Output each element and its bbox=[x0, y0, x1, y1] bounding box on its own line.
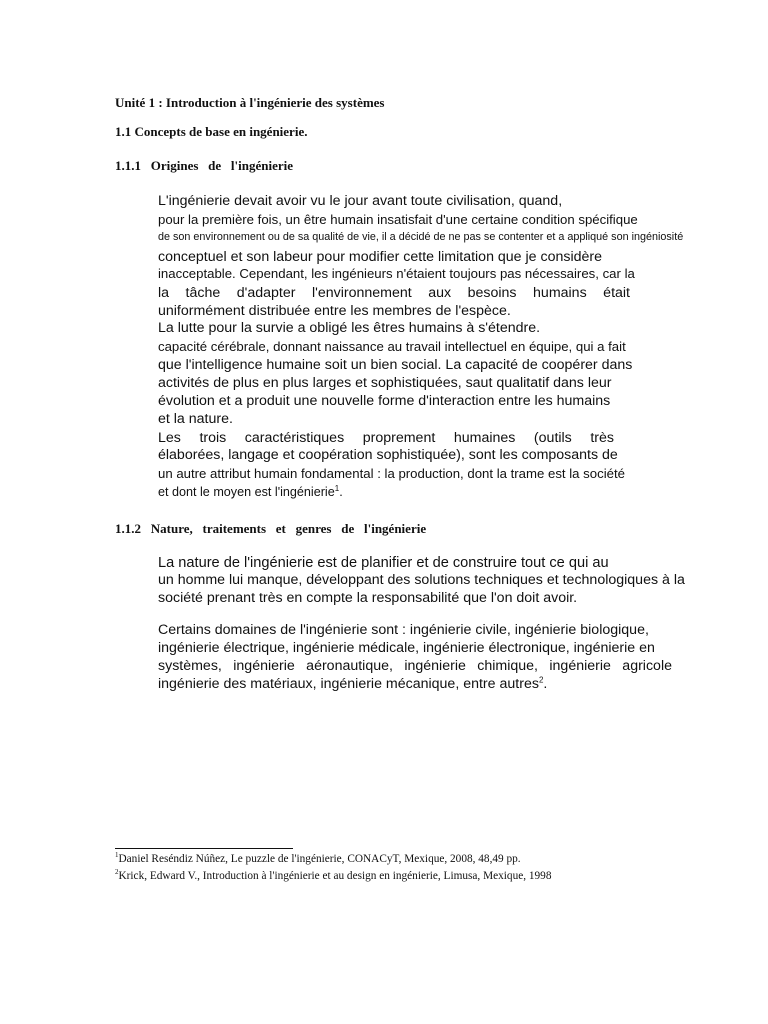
origins-line: activités de plus en plus larges et sophistiquées, saut qualitatif dans leur bbox=[158, 375, 612, 391]
footnote-separator bbox=[115, 848, 293, 849]
origins-line: pour la première fois, un être humain insatisfait d'une certaine condition spécifique bbox=[158, 212, 638, 227]
origins-line: un autre attribut humain fondamental : la production, dont la trame est la société bbox=[158, 466, 625, 481]
origins-line-last: et dont le moyen est l'ingénierie$^1$. bbox=[158, 483, 343, 499]
origins-line: Les trois caractéristiques proprement humaines (outils très bbox=[158, 430, 614, 446]
origins-line-text: et dont le moyen est l'ingénierie bbox=[158, 485, 335, 499]
nature-line: un homme lui manque, développant des solutions techniques et technologiques à la bbox=[158, 572, 685, 588]
footnote-text: Krick, Edward V., Introduction à l'ingénierie et au design en ingénierie, Limusa, Mexique, 1998 bbox=[118, 870, 552, 882]
origins-line: La lutte pour la survie a obligé les êtres humains à s'étendre. bbox=[158, 320, 541, 336]
section-heading-1-1-1 bbox=[115, 158, 293, 174]
footnote-number: 1 bbox=[115, 851, 119, 860]
origins-line: élaborées, langage et coopération sophistiquée), sont les composants de bbox=[158, 447, 618, 463]
nature-line: La nature de l'ingénierie est de planifier et de construire tout ce qui au bbox=[158, 555, 609, 571]
section-title: Origines de l'ingénierie bbox=[150, 158, 294, 173]
origins-line: inacceptable. Cependant, les ingénieurs n'étaient toujours pas nécessaires, car la bbox=[158, 266, 635, 281]
domains-line: Certains domaines de l'ingénierie sont : ingénierie civile, ingénierie biologique, bbox=[158, 622, 649, 638]
footnote-ref: 1 bbox=[334, 483, 340, 493]
section-number: 1.1.2 bbox=[115, 521, 141, 536]
domains-line: systèmes, ingénierie aéronautique, ingénierie chimique, ingénierie agricole bbox=[158, 658, 672, 674]
domains-line: ingénierie électrique, ingénierie médicale, ingénierie électronique, ingénierie en bbox=[158, 640, 655, 656]
origins-line: conceptuel et son labeur pour modifier cette limitation que je considère bbox=[158, 249, 603, 265]
footnote-text: Daniel Reséndiz Núñez, Le puzzle de l'ingénierie, CONACyT, Mexique, 2008, 48,49 pp. bbox=[118, 853, 521, 865]
origins-line: L'ingénierie devait avoir vu le jour avant toute civilisation, quand, bbox=[158, 193, 563, 209]
footnote-ref: 2 bbox=[538, 675, 544, 685]
section-title: Nature, traitements et genres de l'ingénierie bbox=[150, 521, 427, 536]
section-heading-1-1-2 bbox=[115, 521, 426, 537]
section-title-1-1: 1.1 Concepts de base en ingénierie. bbox=[115, 124, 308, 139]
footnote-number: 2 bbox=[115, 868, 119, 877]
origins-line: que l'intelligence humaine soit un bien social. La capacité de coopérer dans bbox=[158, 357, 633, 373]
origins-line: la tâche d'adapter l'environnement aux besoins humains était bbox=[158, 285, 630, 301]
nature-line: société prenant très en compte la responsabilité que l'on doit avoir. bbox=[158, 590, 578, 606]
origins-line: capacité cérébrale, donnant naissance au travail intellectuel en équipe, qui a fait bbox=[158, 339, 626, 354]
unit-title: Unité 1 : Introduction à l'ingénierie des systèmes bbox=[115, 95, 385, 110]
origins-line: évolution et a produit une nouvelle forme d'interaction entre les humains bbox=[158, 393, 611, 409]
domains-line-last: ingénierie des matériaux, ingénierie mécanique, entre autres$^2$. bbox=[158, 675, 548, 692]
footnote-2 bbox=[115, 870, 551, 882]
section-number: 1.1.1 bbox=[115, 158, 141, 173]
origins-line: de son environnement ou de sa qualité de vie, il a décidé de ne pas se contenter et a appliqué son ingéniosité bbox=[158, 231, 684, 243]
domains-line-text: ingénierie des matériaux, ingénierie mécanique, entre autres bbox=[158, 676, 539, 692]
footnote-1 bbox=[115, 853, 521, 865]
origins-line: et la nature. bbox=[158, 411, 233, 427]
origins-line: uniformément distribuée entre les membres de l'espèce. bbox=[158, 303, 511, 319]
